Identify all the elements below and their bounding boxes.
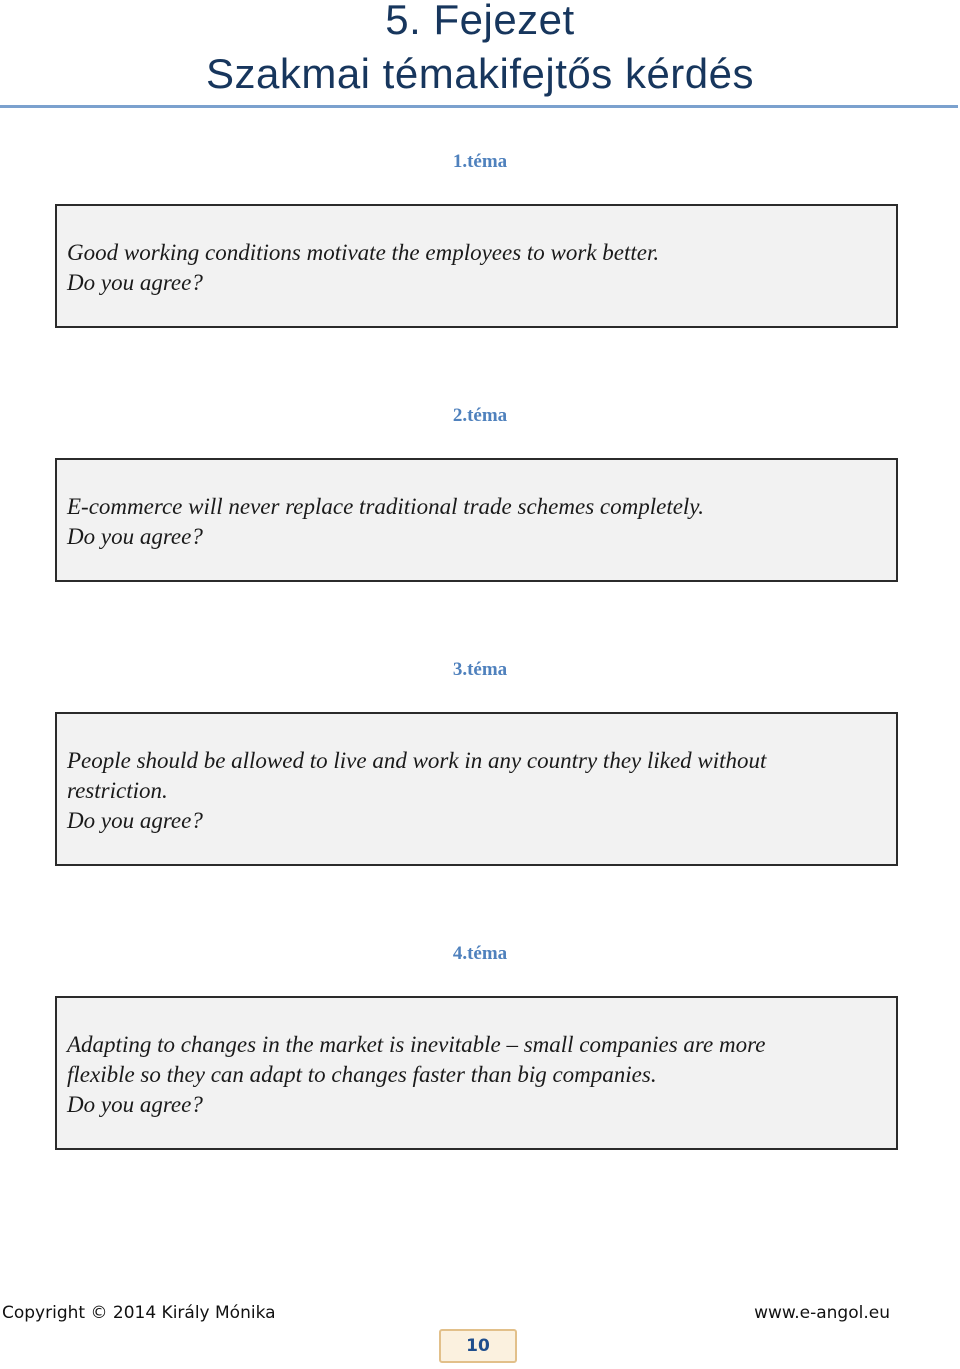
website-link[interactable]: www.e-angol.eu xyxy=(754,1303,890,1323)
page-footer xyxy=(0,1303,960,1331)
page-number: 10 xyxy=(439,1329,517,1363)
topic-box-4 xyxy=(55,996,898,1150)
topic-question: Do you agree? xyxy=(67,270,203,295)
topic-question: Do you agree? xyxy=(67,524,203,549)
topic-label-1: 1.téma xyxy=(452,151,508,172)
topic-question: Do you agree? xyxy=(67,808,203,833)
topic-question: Do you agree? xyxy=(67,1092,203,1117)
title-divider xyxy=(0,105,958,108)
topic-text-line: People should be allowed to live and work in any country they liked without xyxy=(67,748,767,773)
topic-box-1 xyxy=(55,204,898,328)
topic-box-2 xyxy=(55,458,898,582)
chapter-number: 5. Fejezet xyxy=(385,0,575,43)
topic-label-2: 2.téma xyxy=(452,405,508,426)
topic-label-4: 4.téma xyxy=(452,943,508,964)
topic-text-line: Adapting to changes in the market is inevitable – small companies are more xyxy=(67,1032,766,1057)
topic-text-line: restriction. xyxy=(67,778,168,803)
chapter-title: Szakmai témakifejtős kérdés xyxy=(205,50,755,97)
topic-label-3: 3.téma xyxy=(452,659,508,680)
topic-text-line: flexible so they can adapt to changes faster than big companies. xyxy=(67,1062,657,1087)
copyright-text: Copyright © 2014 Király Mónika xyxy=(2,1303,276,1323)
topic-text-line: Good working conditions motivate the employees to work better. xyxy=(67,240,660,265)
topic-text-line: E-commerce will never replace traditional trade schemes completely. xyxy=(67,494,704,519)
topic-box-3 xyxy=(55,712,898,866)
